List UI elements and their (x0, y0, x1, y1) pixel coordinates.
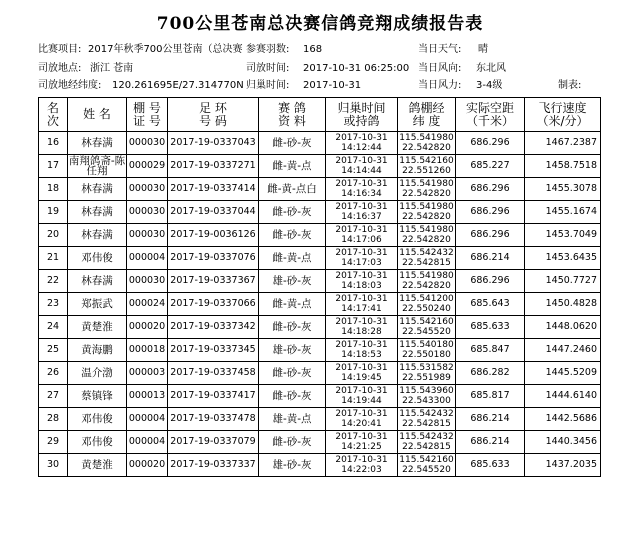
coord-lat: 22.542815 (402, 258, 451, 268)
arrival-date: 2017-10-31 (335, 340, 388, 350)
cell-arrival (326, 247, 398, 270)
cell-arrival (326, 385, 398, 408)
cell-ring: 2017-19-0337066 (168, 293, 259, 316)
cell-speed: 1453.7049 (525, 224, 601, 247)
cell-loft: 000020 (127, 454, 168, 477)
arrival-date: 2017-10-31 (335, 156, 388, 166)
cell-loft: 000030 (127, 224, 168, 247)
arrival-time: 14:19:44 (341, 396, 382, 406)
cell-loft: 000030 (127, 132, 168, 155)
cell-coord (398, 431, 456, 454)
wind-dir-value: 东北风 (476, 63, 506, 74)
coord-lat: 22.551260 (402, 166, 451, 176)
table-row (39, 454, 601, 477)
cell-loft: 000020 (127, 316, 168, 339)
return-label: 归巢时间: (246, 80, 290, 91)
cell-name: 温介渤 (68, 362, 127, 385)
cell-arrival (326, 316, 398, 339)
cell-coord (398, 454, 456, 477)
cell-distance: 685.633 (456, 316, 525, 339)
cell-coord (398, 362, 456, 385)
arrival-date: 2017-10-31 (335, 432, 388, 442)
cell-distance: 685.643 (456, 293, 525, 316)
wind-dir-label: 当日风向: (418, 63, 462, 74)
wind-force-label: 当日风力: (418, 80, 462, 91)
place-value: 浙江 苍南 (90, 63, 134, 74)
arrival-date: 2017-10-31 (335, 386, 388, 396)
table-header-row (39, 98, 601, 132)
cell-rank: 26 (39, 362, 68, 385)
weather-value: 晴 (478, 44, 488, 55)
cell-arrival (326, 178, 398, 201)
cell-arrival (326, 408, 398, 431)
cell-loft: 000013 (127, 385, 168, 408)
cell-ring: 2017-19-0337414 (168, 178, 259, 201)
coord-lon: 115.543960 (399, 386, 454, 396)
cell-rank: 17 (39, 155, 68, 178)
cell-ring: 2017-19-0337458 (168, 362, 259, 385)
time-label: 司放时间: (246, 63, 290, 74)
place-label: 司放地点: (38, 63, 82, 74)
cell-arrival (326, 431, 398, 454)
table-row (39, 247, 601, 270)
time-value: 2017-10-31 06:25:00 (303, 63, 410, 74)
coord-lat: 22.542820 (402, 212, 451, 222)
coord-label: 司放地经纬度: (38, 80, 102, 91)
cell-ring: 2017-19-0337478 (168, 408, 259, 431)
count-label: 参赛羽数: (246, 44, 290, 55)
arrival-date: 2017-10-31 (335, 409, 388, 419)
cell-rank: 28 (39, 408, 68, 431)
cell-distance: 686.282 (456, 362, 525, 385)
arrival-date: 2017-10-31 (335, 248, 388, 258)
cell-distance: 686.296 (456, 178, 525, 201)
cell-coord (398, 224, 456, 247)
arrival-time: 14:22:03 (341, 465, 382, 475)
cell-coord (398, 247, 456, 270)
arrival-time: 14:17:41 (341, 304, 382, 314)
cell-distance: 686.214 (456, 408, 525, 431)
cell-rank: 16 (39, 132, 68, 155)
cell-loft: 000004 (127, 431, 168, 454)
cell-distance: 685.847 (456, 339, 525, 362)
table-row (39, 224, 601, 247)
cell-coord (398, 385, 456, 408)
coord-lat: 22.543300 (402, 396, 451, 406)
cell-pigeon-info: 雄-黄-点 (259, 408, 326, 431)
coord-lon: 115.542432 (399, 409, 454, 419)
cell-loft: 000003 (127, 362, 168, 385)
coord-lat: 22.542815 (402, 442, 451, 452)
cell-pigeon-info: 雌-黄-点 (259, 247, 326, 270)
header-rank: 名 次 (39, 98, 68, 132)
cell-speed: 1444.6140 (525, 385, 601, 408)
cell-pigeon-info: 雌-黄-点 (259, 293, 326, 316)
cell-rank: 18 (39, 178, 68, 201)
cell-name: 黄海鹏 (68, 339, 127, 362)
cell-rank: 24 (39, 316, 68, 339)
cell-ring: 2017-19-0337342 (168, 316, 259, 339)
cell-pigeon-info: 雌-砂-灰 (259, 132, 326, 155)
cell-distance: 686.296 (456, 132, 525, 155)
cell-ring: 2017-19-0337044 (168, 201, 259, 224)
table-row (39, 178, 601, 201)
cell-ring: 2017-19-0337417 (168, 385, 259, 408)
cell-name: 黄楚淮 (68, 454, 127, 477)
cell-ring: 2017-19-0337079 (168, 431, 259, 454)
header-ring: 足 环 号 码 (168, 98, 259, 132)
cell-arrival (326, 362, 398, 385)
table-row (39, 362, 601, 385)
arrival-date: 2017-10-31 (335, 363, 388, 373)
header-loft: 棚 号 证 号 (127, 98, 168, 132)
arrival-time: 14:16:34 (341, 189, 382, 199)
cell-name: 郑振武 (68, 293, 127, 316)
cell-name: 南翔鸽斋-陈任翔 (68, 155, 126, 177)
cell-ring: 2017-19-0036126 (168, 224, 259, 247)
arrival-time: 14:20:41 (341, 419, 382, 429)
coord-lat: 22.542820 (402, 189, 451, 199)
table-row (39, 431, 601, 454)
cell-arrival (326, 201, 398, 224)
arrival-time: 14:12:44 (341, 143, 382, 153)
coord-lon: 115.542160 (399, 156, 454, 166)
cell-pigeon-info: 雄-砂-灰 (259, 454, 326, 477)
cell-speed: 1458.7518 (525, 155, 601, 178)
arrival-date: 2017-10-31 (335, 455, 388, 465)
cell-distance: 685.633 (456, 454, 525, 477)
cell-pigeon-info: 雄-砂-灰 (259, 270, 326, 293)
coord-lon: 115.542432 (399, 248, 454, 258)
cell-pigeon-info: 雌-黄-点 (259, 155, 326, 178)
cell-ring: 2017-19-0337043 (168, 132, 259, 155)
cell-rank: 30 (39, 454, 68, 477)
event-value: 2017年秋季700公里苍南（总决赛 (88, 44, 243, 55)
table-row (39, 408, 601, 431)
coord-lon: 115.542432 (399, 432, 454, 442)
arrival-time: 14:19:45 (341, 373, 382, 383)
cell-name: 邓伟俊 (68, 247, 127, 270)
cell-ring: 2017-19-0337271 (168, 155, 259, 178)
cell-ring: 2017-19-0337345 (168, 339, 259, 362)
cell-coord (398, 201, 456, 224)
cell-speed: 1455.3078 (525, 178, 601, 201)
coord-lon: 115.542160 (399, 455, 454, 465)
cell-loft: 000024 (127, 293, 168, 316)
cell-rank: 19 (39, 201, 68, 224)
header-speed: 飞行速度 （米/分） (525, 98, 601, 132)
cell-name: 林春满 (68, 270, 127, 293)
cell-loft: 000004 (127, 247, 168, 270)
coord-lon: 115.531582 (399, 363, 454, 373)
table-row (39, 270, 601, 293)
header-name: 姓 名 (68, 98, 127, 132)
results-table (38, 97, 601, 477)
cell-distance: 686.296 (456, 224, 525, 247)
arrival-date: 2017-10-31 (335, 179, 388, 189)
cell-speed: 1448.0620 (525, 316, 601, 339)
cell-ring: 2017-19-0337337 (168, 454, 259, 477)
coord-lon: 115.542160 (399, 317, 454, 327)
coord-lat: 22.550180 (402, 350, 451, 360)
cell-ring: 2017-19-0337076 (168, 247, 259, 270)
cell-name: 林春满 (68, 132, 127, 155)
table-row (39, 385, 601, 408)
return-value: 2017-10-31 (303, 80, 362, 91)
cell-pigeon-info: 雌-砂-灰 (259, 431, 326, 454)
cell-name: 黄楚淮 (68, 316, 127, 339)
arrival-time: 14:16:37 (341, 212, 382, 222)
cell-pigeon-info: 雌-砂-灰 (259, 316, 326, 339)
cell-rank: 25 (39, 339, 68, 362)
coord-lon: 115.541980 (399, 179, 454, 189)
cell-rank: 27 (39, 385, 68, 408)
cell-pigeon-info: 雄-砂-灰 (259, 339, 326, 362)
cell-speed: 1467.2387 (525, 132, 601, 155)
weather-label: 当日天气: (418, 44, 462, 55)
cell-arrival (326, 339, 398, 362)
cell-speed: 1450.4828 (525, 293, 601, 316)
cell-ring: 2017-19-0337367 (168, 270, 259, 293)
cell-name: 林春满 (68, 201, 127, 224)
cell-pigeon-info: 雌-砂-灰 (259, 201, 326, 224)
cell-name: 邓伟俊 (68, 431, 127, 454)
table-row (39, 339, 601, 362)
coord-value: 120.261695E/27.314770N (112, 80, 244, 91)
arrival-date: 2017-10-31 (335, 317, 388, 327)
header-arrival: 归巢时间 或持鸽 (326, 98, 398, 132)
cell-coord (398, 293, 456, 316)
coord-lon: 115.541980 (399, 271, 454, 281)
arrival-time: 14:21:25 (341, 442, 382, 452)
header-pigeon: 赛 鸽 资 料 (259, 98, 326, 132)
coord-lat: 22.545520 (402, 465, 451, 475)
arrival-date: 2017-10-31 (335, 202, 388, 212)
arrival-date: 2017-10-31 (335, 225, 388, 235)
coord-lon: 115.541200 (399, 294, 454, 304)
wind-force-value: 3-4级 (476, 80, 503, 91)
cell-arrival (326, 155, 398, 178)
arrival-date: 2017-10-31 (335, 133, 388, 143)
cell-name: 林春满 (68, 178, 127, 201)
cell-loft: 000029 (127, 155, 168, 178)
cell-speed: 1455.1674 (525, 201, 601, 224)
table-row (39, 316, 601, 339)
table-row (39, 155, 601, 178)
cell-pigeon-info: 雌-砂-灰 (259, 362, 326, 385)
cell-speed: 1442.5686 (525, 408, 601, 431)
table-row (39, 293, 601, 316)
cell-arrival (326, 293, 398, 316)
arrival-date: 2017-10-31 (335, 271, 388, 281)
cell-coord (398, 270, 456, 293)
count-value: 168 (303, 44, 323, 55)
cell-distance: 686.296 (456, 201, 525, 224)
coord-lat: 22.545520 (402, 327, 451, 337)
coord-lon: 115.541980 (399, 133, 454, 143)
cell-arrival (326, 224, 398, 247)
arrival-time: 14:17:06 (341, 235, 382, 245)
cell-distance: 686.214 (456, 431, 525, 454)
cell-pigeon-info: 雌-砂-灰 (259, 385, 326, 408)
cell-coord (398, 178, 456, 201)
cell-rank: 23 (39, 293, 68, 316)
cell-distance: 686.296 (456, 270, 525, 293)
cell-speed: 1445.5209 (525, 362, 601, 385)
cell-loft: 000004 (127, 408, 168, 431)
cell-rank: 20 (39, 224, 68, 247)
coord-lat: 22.542815 (402, 419, 451, 429)
header-coord: 鸽棚经 纬 度 (398, 98, 456, 132)
cell-coord (398, 155, 456, 178)
cell-speed: 1453.6435 (525, 247, 601, 270)
cell-distance: 685.227 (456, 155, 525, 178)
cell-rank: 22 (39, 270, 68, 293)
arrival-time: 14:17:03 (341, 258, 382, 268)
cell-speed: 1447.2460 (525, 339, 601, 362)
cell-rank: 21 (39, 247, 68, 270)
arrival-time: 14:18:03 (341, 281, 382, 291)
cell-name: 蔡镇锋 (68, 385, 127, 408)
maker-label: 制表: (558, 80, 582, 91)
cell-arrival (326, 454, 398, 477)
cell-coord (398, 316, 456, 339)
cell-coord (398, 132, 456, 155)
cell-speed: 1440.3456 (525, 431, 601, 454)
cell-loft: 000030 (127, 270, 168, 293)
arrival-time: 14:18:53 (341, 350, 382, 360)
cell-pigeon-info: 雌-砂-灰 (259, 224, 326, 247)
coord-lat: 22.551989 (402, 373, 451, 383)
cell-loft: 000030 (127, 201, 168, 224)
cell-distance: 685.817 (456, 385, 525, 408)
cell-speed: 1450.7727 (525, 270, 601, 293)
arrival-time: 14:14:44 (341, 166, 382, 176)
cell-loft: 000030 (127, 178, 168, 201)
cell-rank: 29 (39, 431, 68, 454)
cell-name: 邓伟俊 (68, 408, 127, 431)
event-label: 比赛项目: (38, 44, 82, 55)
cell-pigeon-info: 雌-黄-点白 (259, 178, 326, 201)
cell-coord (398, 408, 456, 431)
cell-arrival (326, 132, 398, 155)
coord-lat: 22.542820 (402, 235, 451, 245)
arrival-time: 14:18:28 (341, 327, 382, 337)
coord-lon: 115.541980 (399, 202, 454, 212)
cell-name: 林春满 (68, 224, 127, 247)
coord-lat: 22.542820 (402, 143, 451, 153)
coord-lat: 22.550240 (402, 304, 451, 314)
header-distance: 实际空距 （千米） (456, 98, 525, 132)
coord-lat: 22.542820 (402, 281, 451, 291)
table-row (39, 201, 601, 224)
coord-lon: 115.541980 (399, 225, 454, 235)
cell-coord (398, 339, 456, 362)
cell-distance: 686.214 (456, 247, 525, 270)
cell-loft: 000018 (127, 339, 168, 362)
cell-arrival (326, 270, 398, 293)
arrival-date: 2017-10-31 (335, 294, 388, 304)
page-title: 700公里苍南总决赛信鸽竞翔成绩报告表 (156, 14, 484, 34)
cell-speed: 1437.2035 (525, 454, 601, 477)
table-row (39, 132, 601, 155)
coord-lon: 115.540180 (399, 340, 454, 350)
